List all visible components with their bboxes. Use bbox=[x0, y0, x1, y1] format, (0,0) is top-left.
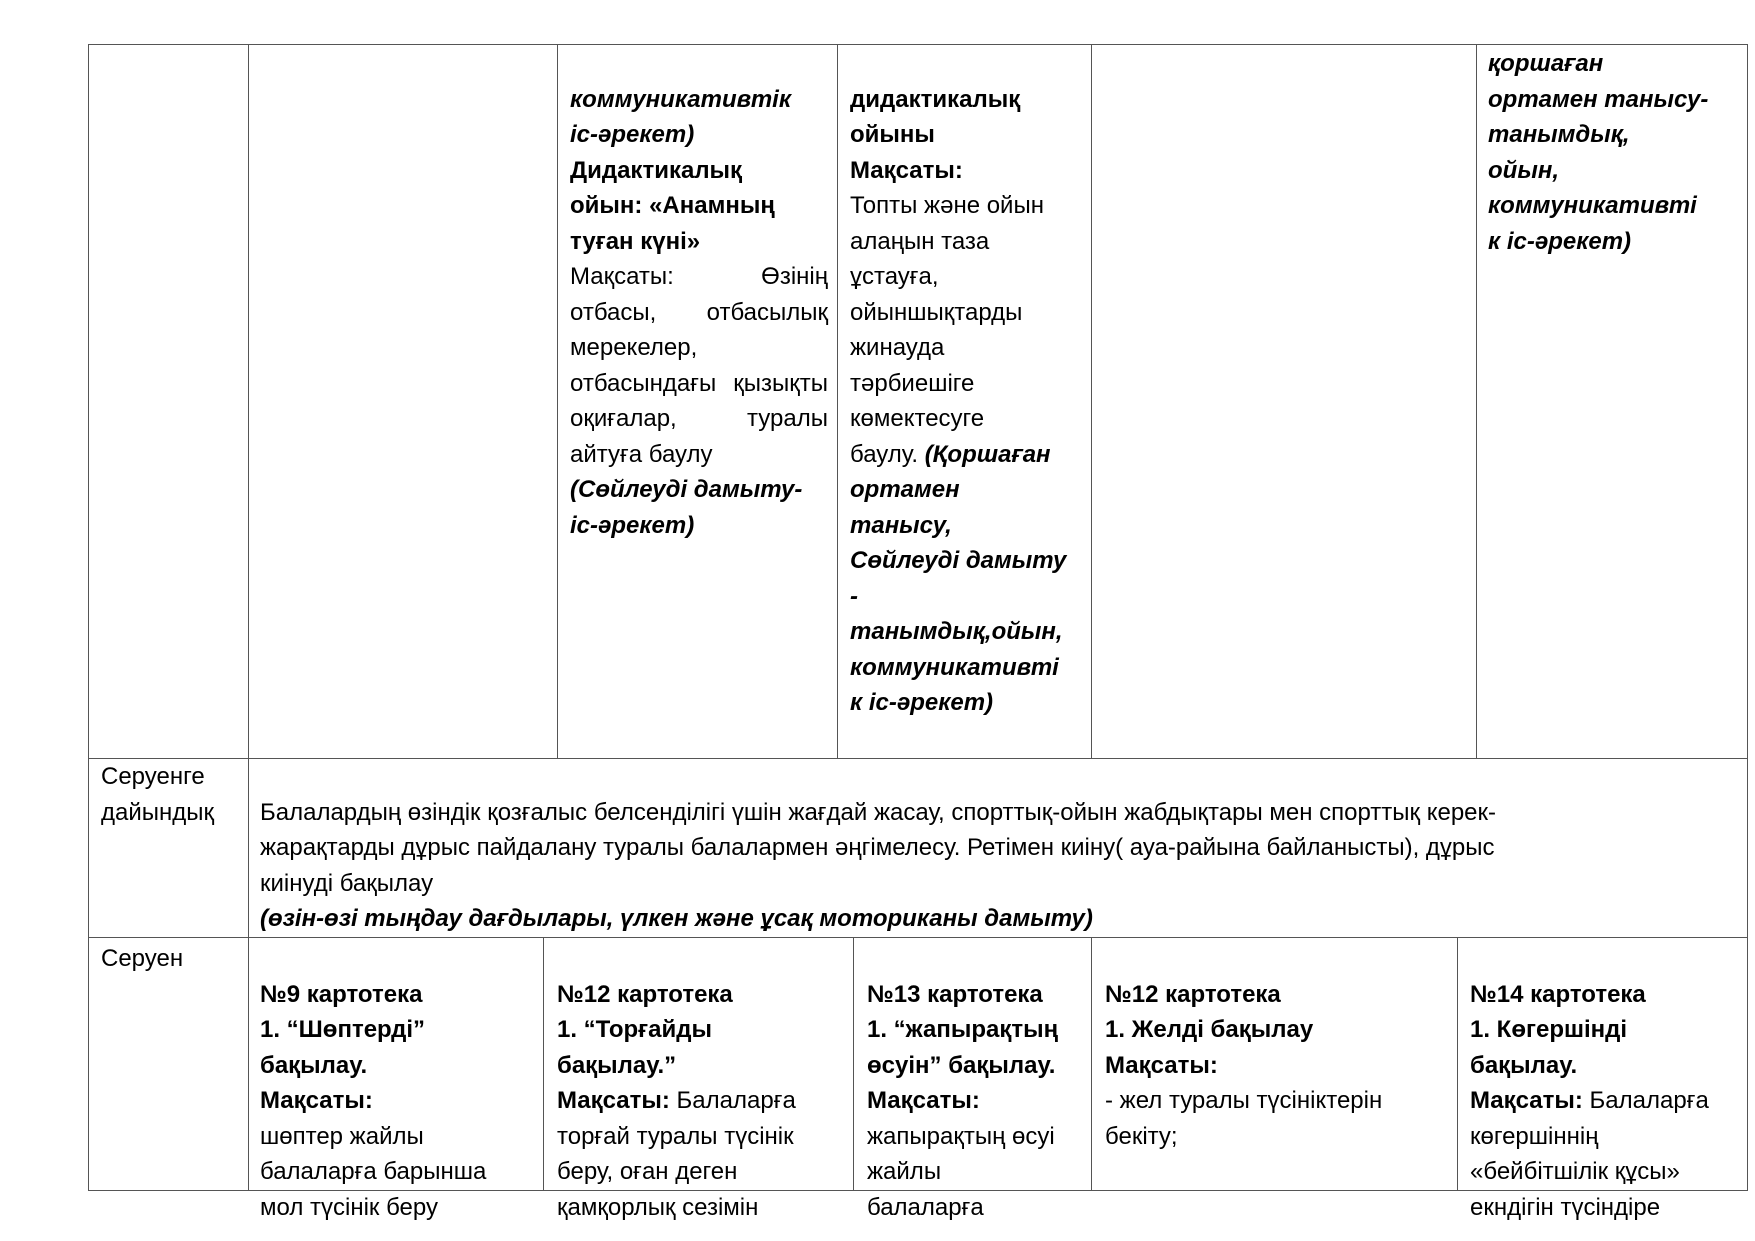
walk-col4-head: №12 картотека 1. Желді бақылау Мақсаты: bbox=[1105, 980, 1314, 1079]
column-divider bbox=[248, 44, 249, 1191]
walk-col1-head: №9 картотека 1. “Шөптерді” бақылау. Мақсаты: bbox=[260, 980, 426, 1114]
column-divider bbox=[853, 937, 854, 1191]
prep-label: Серуенге дайындық bbox=[101, 763, 215, 826]
walk-col2-text: Балаларға торғай туралы түсінік беру, оған деген қамқорлық сезімін bbox=[557, 1087, 796, 1221]
walk-col5-text: Балаларға көгершіннің «бейбітшілік құсы» екндігін түсіндіре bbox=[1470, 1087, 1709, 1221]
walk-col2-label: Мақсаты: bbox=[557, 1087, 670, 1114]
column-divider bbox=[1091, 44, 1092, 758]
walk-col1-text: шөптер жайлы балаларға барынша мол түсінік беру bbox=[260, 1122, 487, 1221]
walk-col-4 bbox=[1105, 941, 1453, 1154]
top-col3-goal-text: Өзінің отбасы, отбасылық мерекелер, отбасындағы қызықты оқиғалар, туралы айтуға баулу bbox=[570, 263, 828, 468]
column-divider bbox=[837, 44, 838, 758]
top-col3-italic-end: коммуникативтік іс-әрекет) bbox=[570, 85, 791, 148]
column-divider bbox=[1457, 937, 1458, 1191]
top-cell-col4 bbox=[850, 46, 1085, 721]
walk-label: Серуен bbox=[101, 945, 184, 972]
walk-col2-head: №12 картотека 1. “Торғайды бақылау.” bbox=[557, 980, 733, 1079]
top-cell-col3 bbox=[570, 46, 828, 579]
walk-col-1 bbox=[260, 941, 540, 1225]
column-divider bbox=[557, 44, 558, 758]
walk-col3-head: №13 картотека 1. “жапырақтың өсуін” бақылау. Мақсаты: bbox=[867, 980, 1059, 1114]
walk-col3-text: жапырақтың өсуі жайлы балаларға bbox=[867, 1122, 1055, 1221]
top-col4-heading: дидактикалық ойыны Мақсаты: bbox=[850, 85, 1021, 184]
top-col4-activity: (Қоршаған ортамен танысу, Сөйлеуді дамыту - танымдық,ойын, коммуникативті к іс-әрекет) bbox=[850, 440, 1067, 716]
walk-col-3 bbox=[867, 941, 1089, 1225]
walk-col-5 bbox=[1470, 941, 1746, 1225]
column-divider bbox=[1476, 44, 1477, 758]
walk-col5-head: №14 картотека 1. Көгершінді бақылау. bbox=[1470, 980, 1646, 1079]
top-col3-goal bbox=[570, 259, 828, 472]
top-col3-game-title: Дидактикалық ойын: «Анамның туған күні» bbox=[570, 156, 775, 255]
top-col3-activity: (Сөйлеуді дамыту- іс-әрекет) bbox=[570, 476, 803, 539]
column-divider bbox=[1091, 937, 1092, 1191]
walk-col4-text: - жел туралы түсініктерін бекіту; bbox=[1105, 1087, 1383, 1150]
prep-italic: (өзін-өзі тыңдау дағдылары, үлкен және ұсақ моториканы дамыту) bbox=[260, 905, 1093, 932]
walk-col-2 bbox=[557, 941, 849, 1225]
top-col4-goal-text: Топты және ойын алаңын таза ұстауға, ойыншықтарды жинауда тәрбиешіге көмектесуге баулу. bbox=[850, 192, 1044, 468]
walk-col5-label: Мақсаты: bbox=[1470, 1087, 1583, 1114]
top-cell-col6: қоршаған ортамен танысу- танымдық, ойын, коммуникативті к іс-әрекет) bbox=[1488, 50, 1709, 255]
top-col3-goal-label: Мақсаты: bbox=[570, 263, 674, 290]
column-divider bbox=[543, 937, 544, 1191]
prep-text: Балалардың өзіндік қозғалыс белсенділігі үшін жағдай жасау, спорттық-ойын жабдықтары мен спорттық керек- жарақтарды дұрыс пайдалану туралы балалармен әңгімелесу. Ретімен киіну( ауа-райына байланысты), дұрыс киінуді бақылау bbox=[260, 798, 1496, 897]
